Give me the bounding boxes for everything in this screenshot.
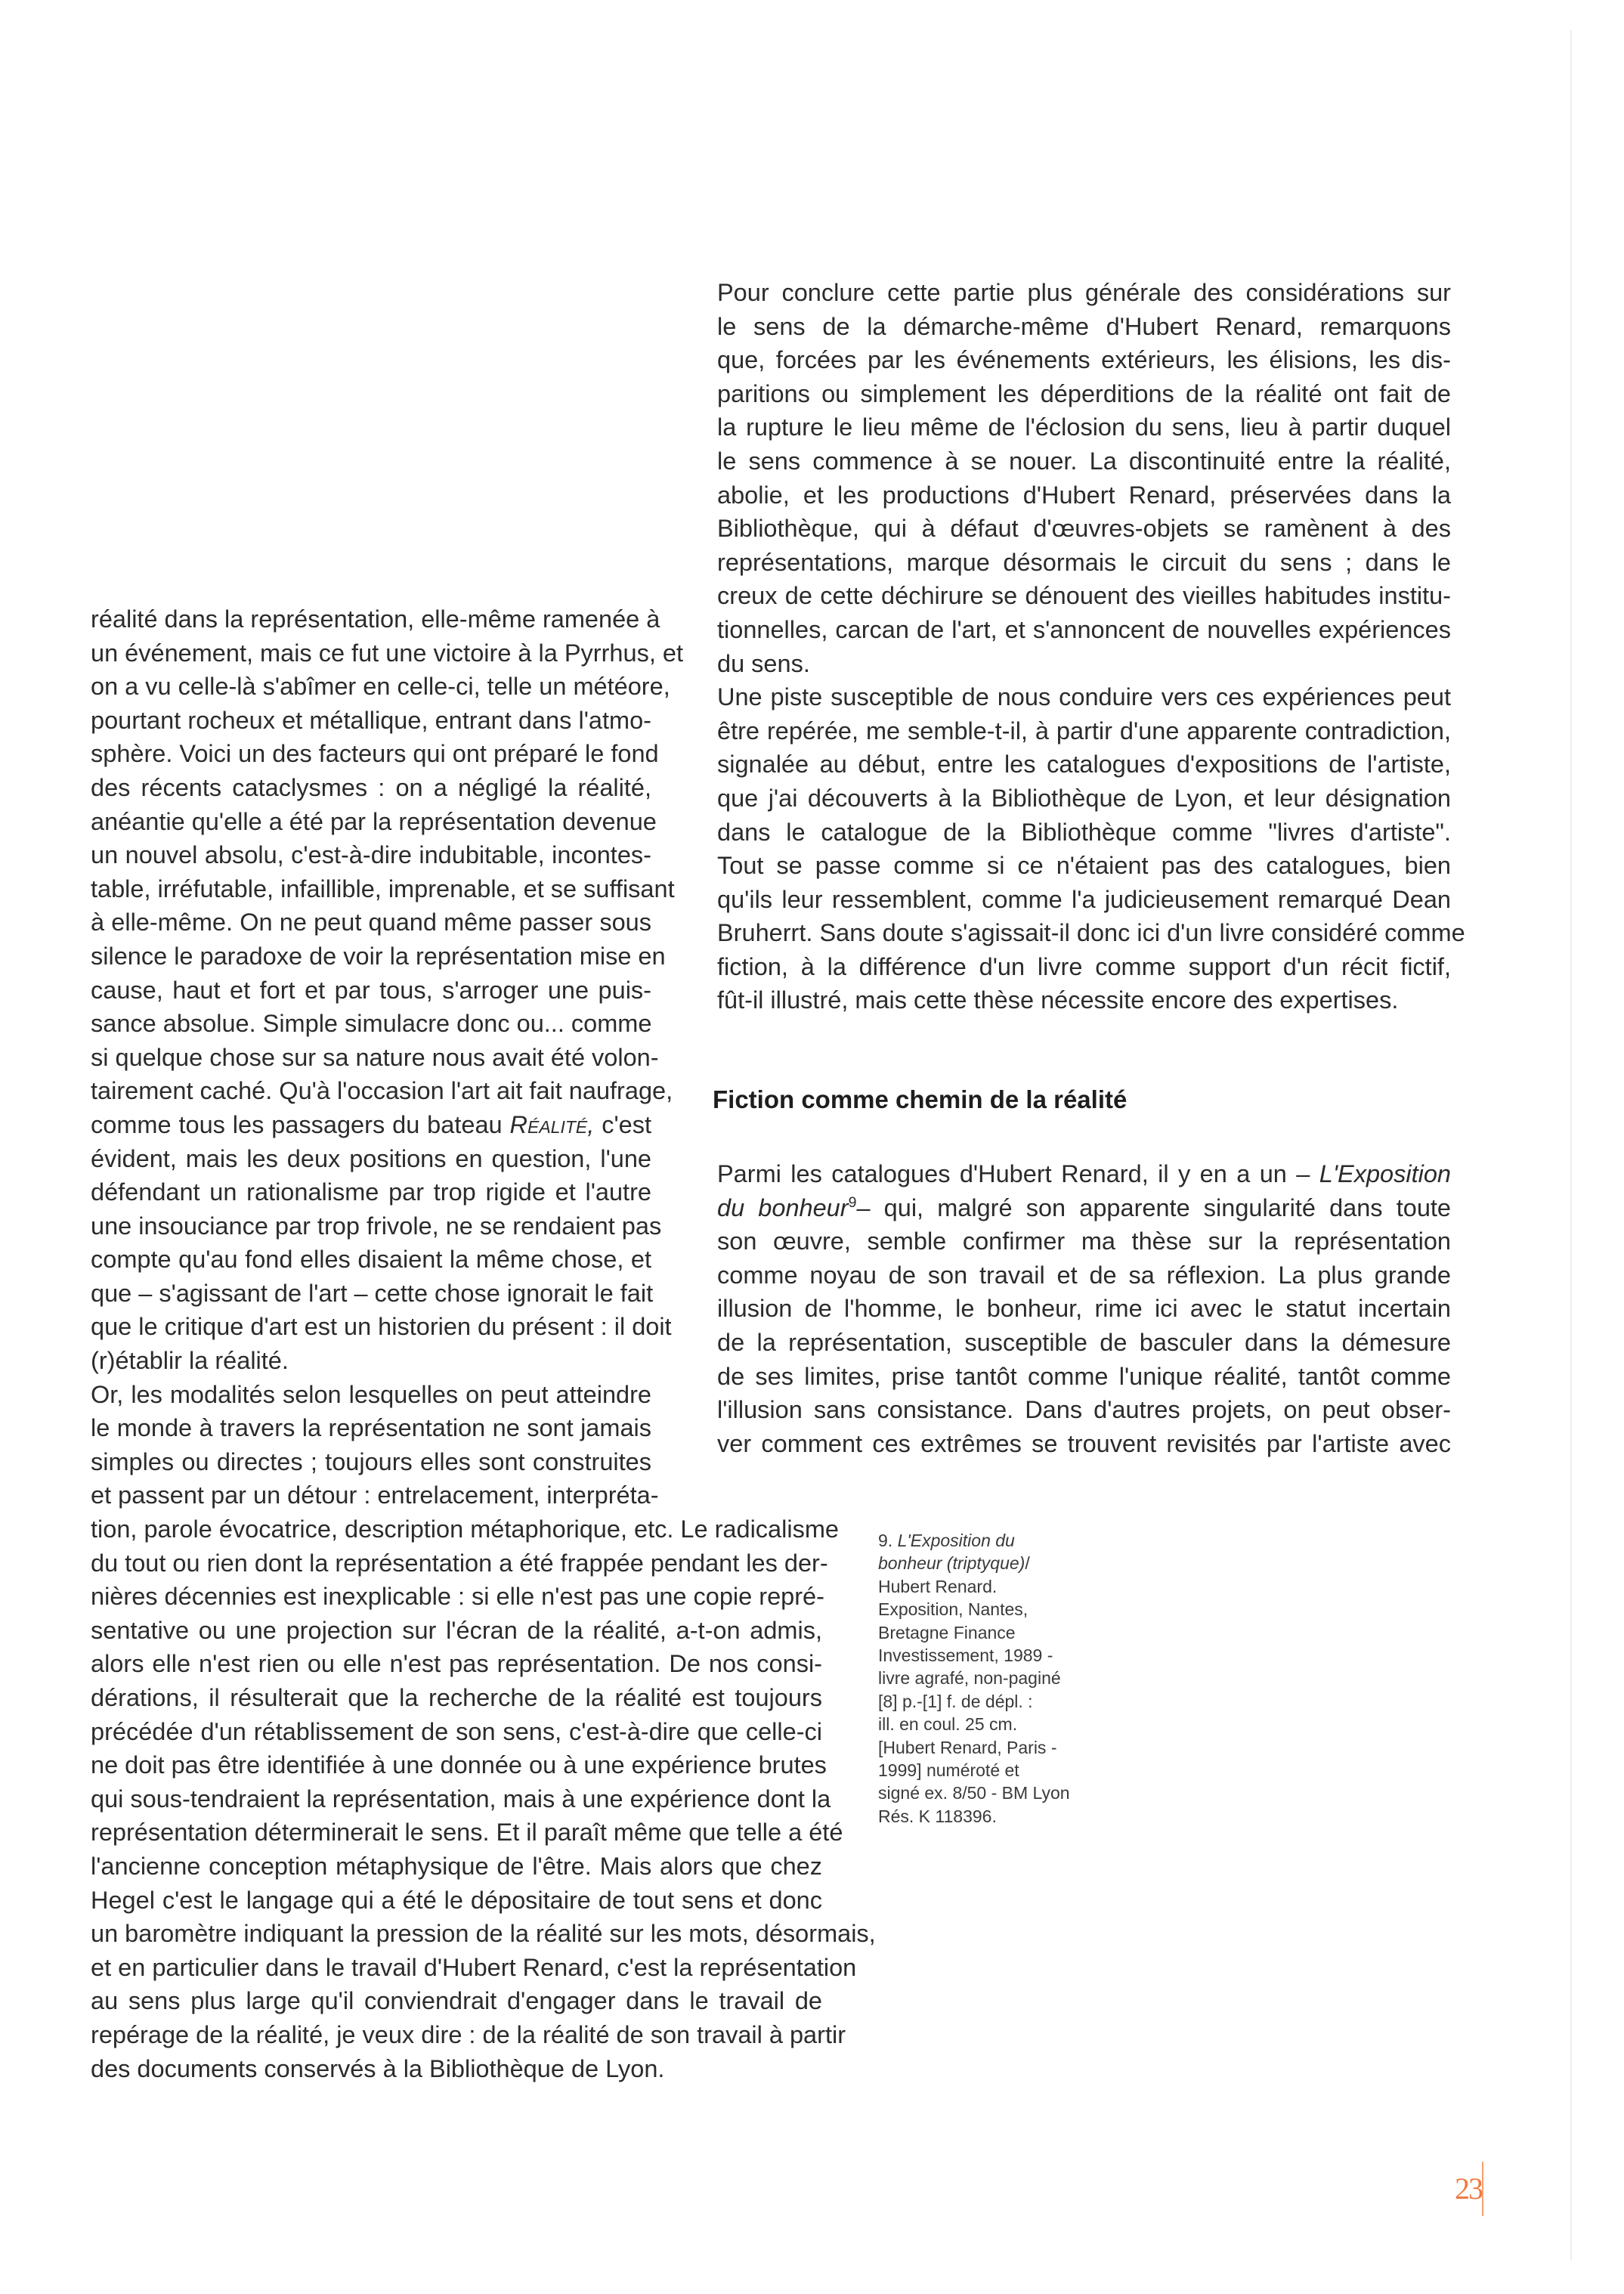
text-line: que le critique d'art est un historien du présent : il doit: [91, 1313, 672, 1341]
text-line: de ses limites, prise tantôt comme l'unique réalité, tantôt comme: [717, 1362, 1451, 1390]
right-column-bottom-text: [717, 1157, 1451, 1460]
text-line: simples ou directes ; toujours elles sont construites: [91, 1447, 651, 1475]
footnote-line: Rés. K 118396.: [878, 1806, 997, 1826]
text-line: tairement caché. Qu'à l'occasion l'art ait fait naufrage,: [91, 1077, 673, 1105]
footnote-line: [878, 1529, 1070, 1552]
text-segment: comme tous les passagers du bateau: [91, 1110, 510, 1138]
text-segment: Parmi les catalogues d'Hubert Renard, il y en a un –: [717, 1160, 1319, 1187]
footnote-line: 1999] numéroté et: [878, 1760, 1019, 1781]
page-number: 23: [1455, 2172, 1482, 2206]
footnote-line: [878, 1552, 1070, 1574]
text-line: Bruherrt. Sans doute s'agissait-il donc ici d'un livre considéré comme: [717, 919, 1465, 947]
text-line: dans le catalogue de la Bibliothèque comme "livres d'artiste".: [717, 818, 1451, 846]
text-segment: 9.: [878, 1531, 898, 1550]
text-line: à elle-même. On ne peut quand même passer sous: [91, 909, 651, 936]
text-line: défendant un rationalisme par trop rigide et l'autre: [91, 1178, 651, 1206]
footnote-line: ill. en coul. 25 cm.: [878, 1714, 1018, 1735]
text-line: sentative ou une projection sur l'écran de la réalité, a-t-on admis,: [91, 1616, 822, 1644]
text-line: sance absolue. Simple simulacre donc ou... comme: [91, 1010, 652, 1038]
section-heading: Fiction comme chemin de la réalité: [713, 1085, 1128, 1113]
text-line: un baromètre indiquant la pression de la réalité sur les mots, désormais,: [91, 1920, 876, 1948]
text-line: qu'ils leur ressemblent, comme l'a judicieusement remarqué Dean: [717, 885, 1451, 913]
text-line: le sens de la démarche-même d'Hubert Renard, remarquons: [717, 312, 1451, 340]
footnote-line: Bretagne Finance: [878, 1622, 1016, 1642]
text-line: creux de cette déchirure se dénouent des vieilles habitudes institu-: [717, 582, 1451, 610]
text-line: l'illusion sans consistance. Dans d'autres projets, on peut obser-: [717, 1396, 1451, 1424]
text-line: Pour conclure cette partie plus générale des considérations sur: [717, 279, 1451, 306]
text-line: un nouvel absolu, c'est-à-dire indubitable, incontes-: [91, 841, 651, 869]
footnote-line: livre agrafé, non-paginé: [878, 1668, 1061, 1689]
footnote-line: Investissement, 1989 -: [878, 1645, 1053, 1666]
text-line: que – s'agissant de l'art – cette chose ignorait le fait: [91, 1279, 654, 1307]
wide-text-block: [91, 1512, 876, 2085]
footnote-reference: 9: [848, 1193, 857, 1211]
text-line: réalité dans la représentation, elle-même ramenée à: [91, 605, 660, 633]
text-line: silence le paradoxe de voir la représentation mise en: [91, 942, 666, 970]
text-line: Tout se passe comme si ce n'étaient pas des catalogues, bien: [717, 852, 1451, 880]
text-line: le sens commence à se nouer. La discontinuité entre la réalité,: [717, 447, 1451, 475]
text-line: la rupture le lieu même de l'éclosion du sens, lieu à partir duquel: [717, 413, 1451, 441]
text-line: ver comment ces extrêmes se trouvent revisités par l'artiste avec: [717, 1429, 1451, 1457]
text-line: anéantie qu'elle a été par la représentation devenue: [91, 807, 657, 835]
text-line: du tout ou rien dont la représentation a été frappée pendant les der-: [91, 1549, 828, 1577]
text-line: compte qu'au fond elles disaient la même chose, et: [91, 1246, 651, 1274]
text-line: dérations, il résulterait que la recherche de la réalité est toujours: [91, 1683, 822, 1711]
footnote-line: signé ex. 8/50 - BM Lyon: [878, 1783, 1070, 1803]
text-line: que j'ai découverts à la Bibliothèque de Lyon, et leur désignation: [717, 784, 1451, 812]
text-line: tion, parole évocatrice, description métaphorique, etc. Le radicalisme: [91, 1515, 839, 1543]
text-line: [717, 1157, 1451, 1191]
text-line: et passent par un détour : entrelacement, interpréta-: [91, 1481, 659, 1509]
text-segment: – qui, malgré son apparente singularité dans toute: [856, 1193, 1451, 1221]
text-line: signalée au début, entre les catalogues d'expositions de l'artiste,: [717, 751, 1451, 779]
text-line: le monde à travers la représentation ne sont jamais: [91, 1414, 651, 1442]
text-line: que, forcées par les événements extérieurs, les élisions, les dis-: [717, 346, 1451, 374]
text-line: repérage de la réalité, je veux dire : de la réalité de son travail à partir: [91, 2020, 846, 2048]
text-segment: c'est: [594, 1110, 652, 1138]
text-line: représentation déterminerait le sens. Et il paraît même que telle a été: [91, 1819, 843, 1847]
text-line: précédée d'un rétablissement de son sens, c'est-à-dire que celle-ci: [91, 1717, 822, 1745]
footnote-line: Exposition, Nantes,: [878, 1599, 1029, 1620]
text-line: Une piste susceptible de nous conduire vers ces expériences peut: [717, 683, 1451, 711]
text-line: tionnelles, carcan de l'art, et s'annoncent de nouvelles expériences: [717, 615, 1451, 643]
text-line: Or, les modalités selon lesquelles on peut atteindre: [91, 1380, 651, 1408]
text-line: sphère. Voici un des facteurs qui ont préparé le fond: [91, 740, 659, 768]
right-column-top-text: [717, 276, 1465, 1017]
text-line: pourtant rocheux et métallique, entrant dans l'atmo-: [91, 706, 651, 734]
text-line: un événement, mais ce fut une victoire à la Pyrrhus, et: [91, 639, 683, 667]
text-line: qui sous-tendraient la représentation, mais à une expérience dont la: [91, 1785, 831, 1813]
text-line: paritions ou simplement les déperditions de la réalité ont fait de: [717, 379, 1451, 407]
text-segment: du bonheur: [717, 1193, 849, 1221]
text-line: une insouciance par trop frivole, ne se rendaient pas: [91, 1212, 662, 1240]
text-segment: L'Exposition: [1319, 1160, 1451, 1187]
text-line: ne doit pas être identifiée à une donnée ou à une expérience brutes: [91, 1751, 827, 1779]
text-line: représentations, marque désormais le circuit du sens ; dans le: [717, 548, 1451, 576]
text-line: abolie, et les productions d'Hubert Renard, préservées dans la: [717, 481, 1451, 509]
text-line: si quelque chose sur sa nature nous avait été volon-: [91, 1043, 659, 1071]
text-line: son œuvre, semble confirmer ma thèse sur la représentation: [717, 1227, 1451, 1255]
text-line: table, irréfutable, infaillible, imprenable, et se suffisant: [91, 875, 675, 902]
text-line: l'ancienne conception métaphysique de l'être. Mais alors que chez: [91, 1852, 822, 1880]
text-segment: bonheur (triptyque): [878, 1553, 1025, 1574]
text-line: fût-il illustré, mais cette thèse nécessite encore des expertises.: [717, 986, 1399, 1014]
text-line: (r)établir la réalité.: [91, 1347, 289, 1375]
text-line: on a vu celle-là s'abîmer en celle-ci, telle un météore,: [91, 673, 670, 701]
page-number-rule: [1482, 2162, 1483, 2216]
text-line: nières décennies est inexplicable : si elle n'est pas une copie repré-: [91, 1583, 824, 1611]
text-segment: L'Exposition du: [897, 1531, 1015, 1550]
text-line: alors elle n'est rien ou elle n'est pas représentation. De nos consi-: [91, 1650, 822, 1678]
footnote-line: [8] p.-[1] f. de dépl. :: [878, 1691, 1033, 1711]
text-line: comme noyau de son travail et de sa réflexion. La plus grande: [717, 1261, 1451, 1289]
text-line: de la représentation, susceptible de basculer dans la démesure: [717, 1328, 1451, 1356]
text-segment: Réalité,: [509, 1110, 595, 1138]
text-line: [91, 1108, 651, 1142]
text-line: fiction, à la différence d'un livre comme support d'un récit fictif,: [717, 952, 1451, 980]
footnote-line: Hubert Renard.: [878, 1576, 998, 1596]
text-segment: /: [1025, 1553, 1030, 1574]
footnote-line: [Hubert Renard, Paris -: [878, 1737, 1057, 1757]
text-line: [717, 1191, 1451, 1225]
text-line: être repérée, me semble-t-il, à partir d'une apparente contradiction,: [717, 717, 1451, 745]
text-line: du sens.: [717, 649, 810, 677]
text-line: et en particulier dans le travail d'Hubert Renard, c'est la représentation: [91, 1953, 857, 1981]
text-line: des récents cataclysmes : on a négligé la réalité,: [91, 773, 651, 801]
page-edge-shadow: [1570, 30, 1572, 2260]
left-column-text: [91, 602, 683, 1512]
text-line: Hegel c'est le langage qui a été le dépositaire de tout sens et donc: [91, 1886, 822, 1914]
text-line: cause, haut et fort et par tous, s'arroger une puis-: [91, 976, 651, 1004]
text-line: illusion de l'homme, le bonheur, rime ici avec le statut incertain: [717, 1295, 1451, 1323]
text-line: des documents conservés à la Bibliothèque de Lyon.: [91, 2054, 665, 2082]
text-line: évident, mais les deux positions en question, l'une: [91, 1144, 651, 1172]
text-line: au sens plus large qu'il conviendrait d'engager dans le travail de: [91, 1987, 822, 2015]
text-line: Bibliothèque, qui à défaut d'œuvres-objets se ramènent à des: [717, 515, 1451, 543]
footnote-9: [878, 1529, 1070, 1828]
